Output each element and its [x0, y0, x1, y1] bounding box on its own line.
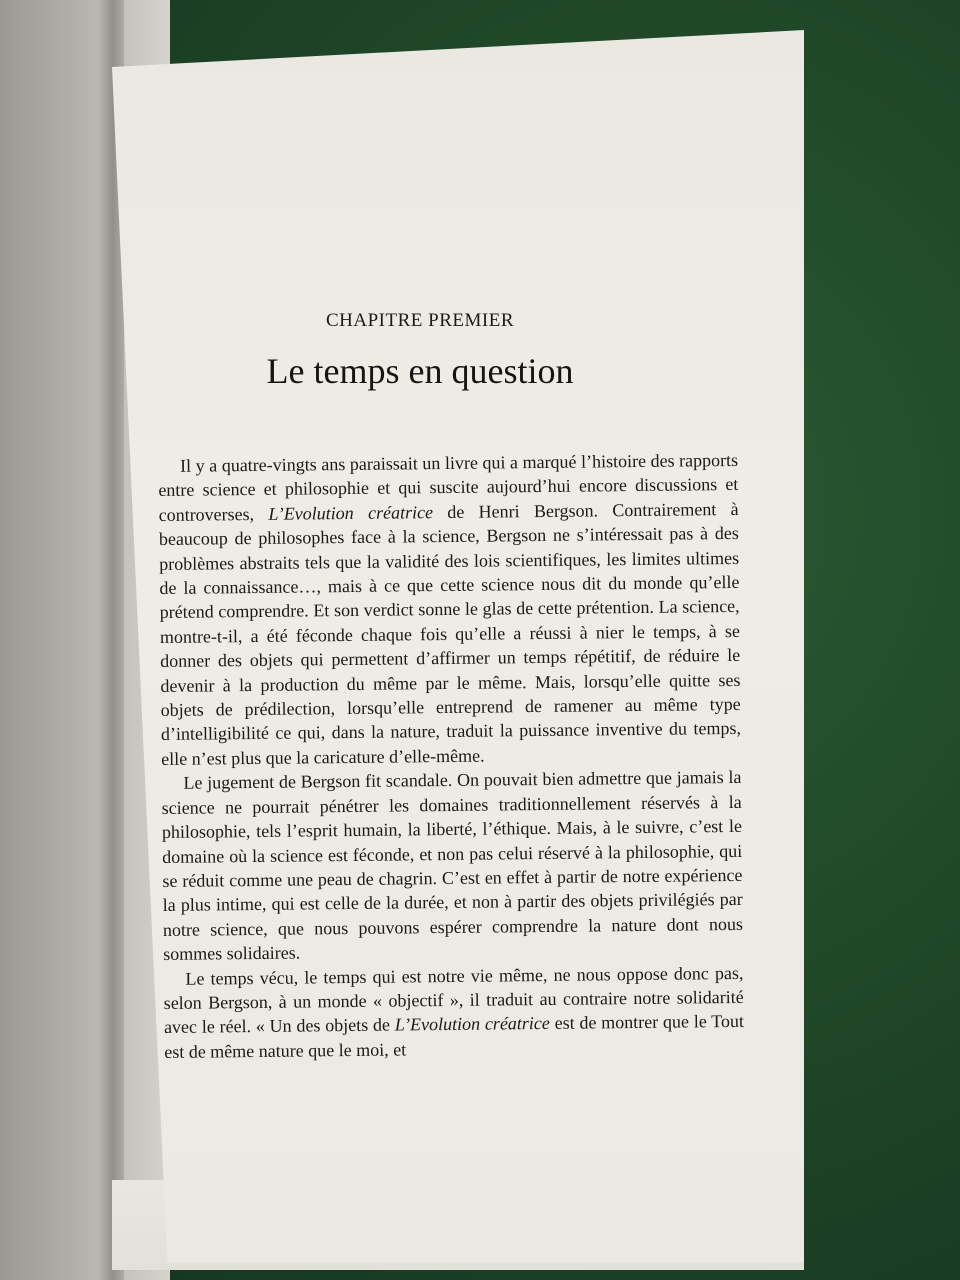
text-run: Il y a quatre-vingts ans paraissait un livre qui a marqué l’histoire des rapports entre science et philosophie et qui suscite aujourd’hui encore discussions et controverses,: [158, 449, 739, 525]
book-title-italic: L’Evolution créatrice: [394, 1013, 550, 1035]
paragraph-3: [163, 960, 744, 1064]
chapter-label: CHAPITRE PREMIER: [326, 310, 514, 331]
chapter-title: Le temps en question: [266, 351, 574, 391]
paragraph-1: [158, 448, 741, 771]
text-run: Le jugement de Bergson fit scandale. On pouvait bien admettre que jamais la science ne pourrait pénétrer les domaines traditionnellement réservés à la philosophie, tels l’esprit humain, la liberté, l’éthique. Mais, à le suivre, c’est le domaine où la science est féconde, et non pas celui réservé à la philosophie, qui se réduit comme une peau de chagrin. C’est en effet à partir de notre expérience la plus intime, qui est celle de la durée, et non à partir des objets privilégiés par notre science, que nous pouvons espérer comprendre la nature dont nous sommes solidaires.: [161, 767, 744, 965]
text-run: de Henri Bergson. Contrairement à beaucoup de philosophes face à la science, Bergson ne s’intéressait pas à des problèmes abstraits tels que la validité des lois scientifiques, les limites ultimes de la connaissance…, mais à ce que cette science nous dit du monde qu’elle prétend comprendre. Et son verdict sonne le glas de cette prétention. La science, montre-t-il, a été féconde chaque fois qu’elle a réussi à nier le temps, à se donner des objets qui permettent d’affirmer un temps répétitif, de réduire le devenir à la production du même par le même. Mais, lorsqu’elle quitte ses objets de prédilection, lorsqu’elle entreprend de ramener au même type d’intelligibilité ce qui, dans la nature, traduit la puissance inventive du temps, elle n’est plus que la caricature d’elle-même.: [158, 498, 742, 769]
page-content: [140, 60, 780, 1210]
book-title-italic: L’Evolution créatrice: [268, 501, 434, 524]
text-run: est de montrer que le Tout est de même nature que le moi, et: [164, 1011, 745, 1062]
paragraph-2: [161, 765, 743, 966]
body-text: [158, 448, 744, 1064]
text-run: Le temps vécu, le temps qui est notre vie même, ne nous oppose donc pas, selon Bergson, à un monde « objectif », il traduit au contraire notre solidarité avec le réel. « Un des objets de: [163, 962, 744, 1038]
